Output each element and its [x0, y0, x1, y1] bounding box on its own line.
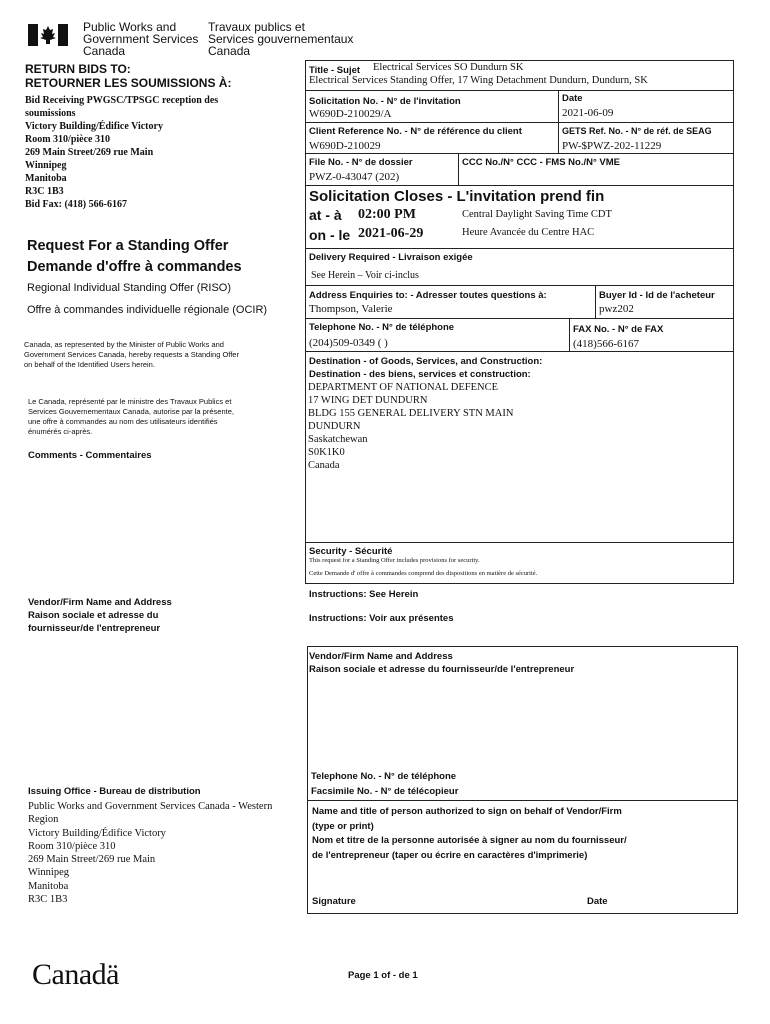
- file-no-value: PWZ-0-43047 (202): [309, 171, 400, 183]
- offer-type-fr: Offre à commandes individuelle régionale (OCIR): [27, 304, 268, 316]
- gets-ref-label: GETS Ref. No. - N° de réf. de SEAG: [562, 126, 712, 136]
- telephone-label: Telephone No. - N° de téléphone: [309, 322, 455, 333]
- destination-label-fr: Destination - des biens, services et construction:: [309, 369, 531, 380]
- gets-ref-value: PW-$PWZ-202-11229: [562, 140, 662, 152]
- solicitation-closes-title: Solicitation Closes - L'invitation prend fin: [309, 188, 605, 205]
- title-value: Electrical Services SO Dundurn SK: [373, 62, 524, 73]
- buyer-id-value: pwz202: [599, 303, 634, 315]
- vendor-firm-label-left: Vendor/Firm Name and Address Raison sociale et adresse du fournisseur/de l'entrepreneur: [28, 597, 172, 634]
- comments-label: Comments - Commentaires: [28, 450, 152, 461]
- vendor-telephone-label[interactable]: Telephone No. - N° de téléphone: [311, 771, 457, 782]
- signature-label[interactable]: Signature: [312, 896, 356, 907]
- security-text-fr: Cette Demande d' offre à commandes comprend des dispositions en matière de sécurité.: [309, 570, 538, 577]
- security-text-en: This request for a Standing Offer includes provisions for security.: [309, 557, 480, 564]
- client-reference-label: Client Reference No. - N° de référence du client: [309, 126, 522, 137]
- address-enquiries-label: Address Enquiries to: - Adresser toutes questions à:: [309, 290, 547, 301]
- vendor-facsimile-label[interactable]: Facsimile No. - N° de télécopieur: [311, 786, 459, 797]
- destination-label-en: Destination - of Goods, Services, and Construction:: [309, 356, 543, 367]
- delivery-required-label: Delivery Required - Livraison exigée: [309, 252, 473, 263]
- instructions-en: Instructions: See Herein: [309, 589, 419, 600]
- file-no-label: File No. - N° de dossier: [309, 157, 413, 168]
- date-label: Date: [562, 93, 583, 104]
- fax-label: FAX No. - N° de FAX: [573, 324, 664, 335]
- instructions-fr: Instructions: Voir aux présentes: [309, 613, 454, 624]
- closing-time-value: 02:00 PM: [358, 207, 416, 222]
- delivery-required-value: See Herein – Voir ci-inclus: [311, 270, 419, 281]
- buyer-id-label: Buyer Id - Id de l'acheteur: [599, 290, 715, 301]
- dept-name-fr: Travaux publics et Services gouvernementaux Canada: [208, 20, 354, 58]
- closing-at-label: at - à: [309, 207, 342, 223]
- return-bids-title: RETURN BIDS TO: RETOURNER LES SOUMISSIONS À:: [25, 62, 232, 90]
- authorized-signer-label[interactable]: Name and title of person authorized to sign on behalf of Vendor/Firm (type or print) Nom et titre de la personne autorisée à signer au nom du fournisseur/ de l'entrepreneur (taper ou écrire en caractères d'imprimerie): [312, 806, 627, 861]
- solicitation-no-value: W690D-210029/A: [309, 108, 392, 120]
- signature-date-label[interactable]: Date: [587, 896, 608, 907]
- date-value: 2021-06-09: [562, 107, 614, 119]
- client-reference-value: W690D-210029: [309, 140, 381, 152]
- timezone-fr: Heure Avancée du Centre HAC: [462, 227, 595, 238]
- canada-flag-symbol: [28, 24, 68, 46]
- request-title: Request For a Standing Offer Demande d'offre à commandes: [27, 238, 242, 275]
- return-bids-address: Bid Receiving PWGSC/TPSGC reception des soumissions Victory Building/Édifice Victory Room 310/pièce 310 269 Main Street/269 rue Main Winnipeg Manitoba R3C 1B3 Bid Fax: (418) 566-6167: [25, 95, 219, 210]
- issuing-office-address: Public Works and Government Services Canada - Western Region Victory Building/Édifice Victory Room 310/pièce 310 269 Main Street/269 rue Main Winnipeg Manitoba R3C 1B3: [28, 801, 273, 906]
- title-description: Electrical Services Standing Offer, 17 Wing Detachment Dundurn, Dundurn, SK: [309, 75, 648, 86]
- closing-on-label: on - le: [309, 227, 351, 243]
- timezone-en: Central Daylight Saving Time CDT: [462, 209, 612, 220]
- address-enquiries-value: Thompson, Valerie: [309, 303, 393, 315]
- canada-wordmark: Canadä: [32, 958, 119, 991]
- telephone-value: (204)509-0349 ( ): [309, 337, 388, 349]
- vendor-firm-label: Vendor/Firm Name and Address: [309, 651, 453, 662]
- vendor-firm-label-fr: Raison sociale et adresse du fournisseur/de l'entrepreneur: [309, 664, 575, 675]
- fax-value: (418)566-6167: [573, 338, 639, 350]
- offer-type-en: Regional Individual Standing Offer (RISO): [27, 282, 232, 294]
- security-label: Security - Sécurité: [309, 546, 393, 557]
- request-paragraph-en: Canada, as represented by the Minister of Public Works and Government Services Canada, hereby requests a Standing Offer on behalf of the Identified Users herein.: [24, 340, 239, 369]
- issuing-office-label: Issuing Office - Bureau de distribution: [28, 786, 201, 797]
- solicitation-no-label: Solicitation No. - N° de l'invitation: [309, 96, 461, 107]
- request-paragraph-fr: Le Canada, représenté par le ministre des Travaux Publics et Services Gouvernementaux Canada, autorise par la présente, une offre à commandes au nom des utilisateurs identifiés énumérés ci-après.: [28, 397, 234, 436]
- title-label: Title - Sujet: [309, 65, 361, 76]
- destination-address: DEPARTMENT OF NATIONAL DEFENCE 17 WING DET DUNDURN BLDG 155 GENERAL DELIVERY STN MAIN DUNDURN Saskatchewan S0K1K0 Canada: [308, 382, 514, 471]
- dept-name-en: Public Works and Government Services Canada: [83, 20, 199, 58]
- page-number: Page 1 of - de 1: [348, 970, 418, 981]
- ccc-no-label: CCC No./N° CCC - FMS No./N° VME: [462, 157, 621, 168]
- closing-date-value: 2021-06-29: [358, 226, 424, 241]
